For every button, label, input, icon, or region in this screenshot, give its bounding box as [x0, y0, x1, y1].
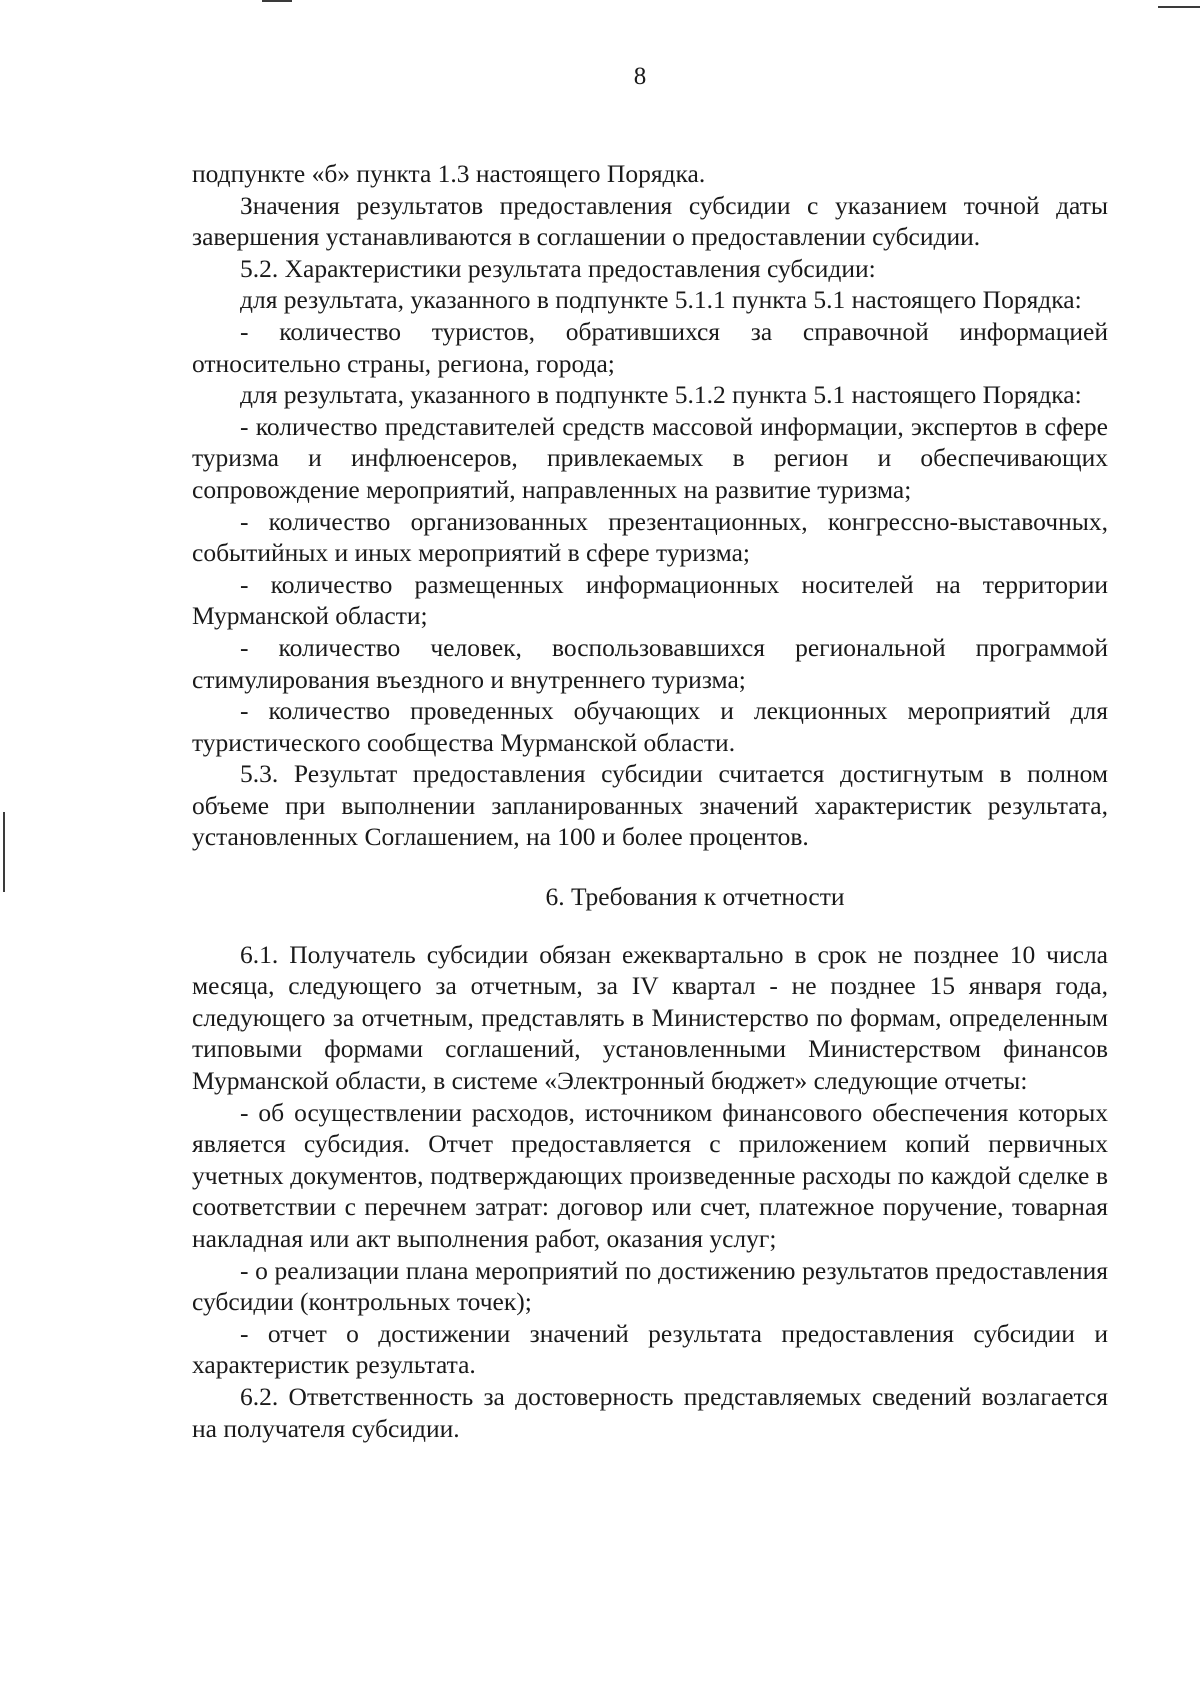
scan-mark-top-right	[1158, 6, 1200, 8]
list-item: - об осуществлении расходов, источником финансового обеспечения которых является субсидия. Отчет предоставляется с приложением копий первичных учетных документов, подтверждающих произведенные расходы по каждой сделке в соответствии с перечнем затрат: договор или счет, платежное поручение, товарная накладная или акт выполнения работ, оказания услуг;	[192, 1097, 1108, 1253]
list-item: - количество человек, воспользовавшихся региональной программой стимулирования въездного и внутреннего туризма;	[192, 632, 1108, 694]
paragraph: 6.1. Получатель субсидии обязан ежеквартально в срок не позднее 10 числа месяца, следующего за отчетным, за IV квартал - не позднее 15 января года, следующего за отчетным, представлять в Министерство по формам, определенным типовыми формами соглашений, установленными Министерством финансов Мурманской области, в системе «Электронный бюджет» следующие отчеты:	[192, 939, 1108, 1096]
paragraph: 5.2. Характеристики результата предоставления субсидии:	[240, 253, 876, 283]
paragraph: Значения результатов предоставления субсидии с указанием точной даты завершения устанавливаются в соглашении о предоставлении субсидии.	[192, 190, 1108, 252]
section-heading: 6. Требования к отчетности	[545, 882, 845, 912]
paragraph: для результата, указанного в подпункте 5.1.1 пункта 5.1 настоящего Порядка:	[240, 285, 1082, 315]
list-item: - о реализации плана мероприятий по достижению результатов предоставления субсидии (контрольных точек);	[192, 1255, 1108, 1317]
document-body	[192, 158, 1108, 1444]
paragraph: 6.2. Ответственность за достоверность представляемых сведений возлагается на получателя субсидии.	[192, 1381, 1108, 1443]
list-item: - количество туристов, обратившихся за справочной информацией относительно страны, региона, города;	[192, 316, 1108, 378]
list-item: - количество представителей средств массовой информации, экспертов в сфере туризма и инфлюенсеров, привлекаемых в регион и обеспечивающих сопровождение мероприятий, направленных на развитие туризма;	[192, 411, 1108, 504]
paragraph: для результата, указанного в подпункте 5.1.2 пункта 5.1 настоящего Порядка:	[240, 380, 1082, 410]
list-item: - количество организованных презентационных, конгрессно-выставочных, событийных и иных мероприятий в сфере туризма;	[192, 506, 1108, 568]
list-item: - количество размещенных информационных носителей на территории Мурманской области;	[192, 569, 1108, 631]
paragraph: подпункте «б» пункта 1.3 настоящего Порядка.	[192, 159, 706, 188]
scan-mark-left-edge	[3, 812, 5, 892]
list-item: - количество проведенных обучающих и лекционных мероприятий для туристического сообщества Мурманской области.	[192, 696, 1108, 757]
paragraph: 5.3. Результат предоставления субсидии считается достигнутым в полном объеме при выполнении запланированных значений характеристик результата, установленных Соглашением, на 100 и более процентов.	[192, 759, 1108, 852]
scan-mark-top-left	[262, 0, 292, 2]
page-number: 8	[633, 63, 647, 90]
list-item: - отчет о достижении значений результата предоставления субсидии и характеристик результата.	[192, 1318, 1108, 1380]
